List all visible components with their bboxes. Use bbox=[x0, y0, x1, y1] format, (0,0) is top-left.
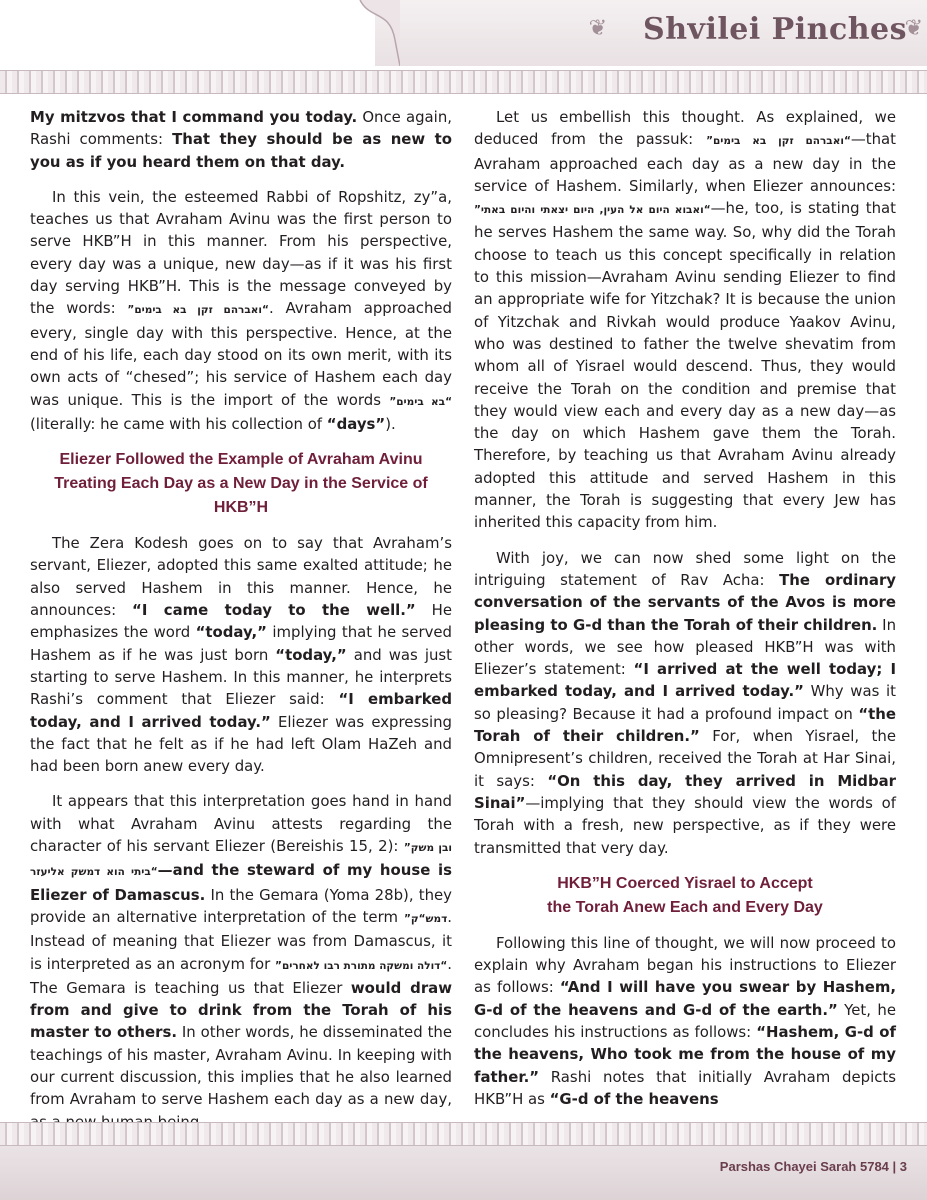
bold-text: “I came today to the well.” bbox=[132, 601, 416, 620]
text: For, when Yisrael, the Omnipresent’s children, received the Torah at Har Sinai, it says: bbox=[474, 727, 896, 790]
hebrew-quote: ”ואבוא היום אל העין, היום יצאתי והיום באתי“ bbox=[474, 204, 711, 217]
bold-text: “today,” bbox=[195, 623, 267, 642]
text: In the Gemara (Yoma 28b), they provide an alternative interpretation of the term bbox=[30, 885, 452, 926]
hebrew-quote: ”דמש“ק bbox=[403, 912, 448, 925]
bold-text: My mitzvos that I command you today. bbox=[30, 108, 358, 126]
page-header bbox=[0, 0, 927, 66]
left-column bbox=[30, 106, 452, 1146]
section-heading bbox=[474, 872, 896, 920]
hebrew-quote: ”ואברהם זקן בא בימים“ bbox=[127, 304, 269, 317]
bold-text: That they should be as new to you as if you heard them on that day. bbox=[30, 130, 452, 171]
bold-text: would draw from and give to drink from the Torah of his master to others. bbox=[30, 978, 452, 1042]
bold-text: “On this day, they arrived in Midbar Sinai” bbox=[474, 771, 896, 812]
paragraph bbox=[474, 932, 896, 1110]
text: (literally: he came with his collection of bbox=[30, 414, 327, 433]
heading-line: HKB”H Coerced Yisrael to Accept bbox=[557, 874, 813, 892]
paragraph bbox=[30, 186, 452, 435]
text: implying that he served Hashem as if he was just born bbox=[30, 623, 452, 664]
hebrew-quote: ”בא בימים“ bbox=[389, 395, 452, 408]
right-column bbox=[474, 106, 896, 1123]
text: Following this line of thought, we will now proceed to explain why Avraham began his instructions to Eliezer as follows: bbox=[474, 933, 896, 997]
paragraph bbox=[474, 547, 896, 859]
bold-text: “And I will have you swear by Hashem, G-d of the heavens and G-d of the earth.” bbox=[474, 978, 897, 1019]
heading-line: the Torah Anew Each and Every Day bbox=[547, 898, 823, 916]
text: In other words, he disseminated the teachings of his master, Avraham Avinu. In keeping with our current discussion, this implies that he also learned from Avraham to serve Hashem each day as a new day, bbox=[30, 1023, 453, 1109]
bold-text: The ordinary conversation of the servants of the Avos is more pleasing to G-d than the Torah of their children. bbox=[474, 570, 897, 634]
bold-text: “Hashem, G-d of the heavens, Who took me from the house of my father.” bbox=[474, 1022, 896, 1086]
text: Rashi notes that initially Avraham depicts HKB”H as bbox=[474, 1067, 896, 1108]
heading-line: Eliezer Followed the Example of Avraham Avinu bbox=[59, 451, 423, 469]
text: Once again, Rashi comments: bbox=[30, 108, 452, 149]
text: Let us embellish this thought. As explained, we deduced from the passuk: bbox=[474, 108, 896, 149]
bold-text: “days” bbox=[326, 414, 386, 433]
bold-text: “I arrived at the well today; I embarked today, and I arrived today.” bbox=[474, 660, 896, 701]
hebrew-quote: ”דולה ומשקה מתורת רבו לאחרים“ bbox=[275, 959, 448, 972]
text: Eliezer was expressing the fact that he felt as if he had left Olam HaZeh and had been born anew every day. bbox=[30, 712, 453, 776]
bold-text: “G-d of the heavens bbox=[549, 1089, 719, 1108]
text: In other words, we see how pleased HKB”H was with Eliezer’s statement: bbox=[474, 615, 897, 679]
bold-text: “today,” bbox=[275, 645, 347, 664]
header-curve-decoration bbox=[340, 0, 400, 66]
text: . The Gemara is teaching us that Eliezer bbox=[30, 954, 452, 997]
bold-text: “I embarked today, and I arrived today.” bbox=[30, 690, 452, 731]
text: Yet, he concludes his instructions as follows: bbox=[474, 1000, 896, 1041]
masthead-ornament-right: ❦ bbox=[904, 16, 923, 41]
text: —that Avraham approached each day as a new day in the service of Hashem. Similarly, when Eliezer announces: bbox=[474, 130, 896, 195]
hebrew-quote: ”ואברהם זקן בא בימים“ bbox=[706, 135, 851, 148]
text: and was just starting to serve Hashem. In this manner, he interprets Rashi’s comment that Eliezer said: bbox=[30, 645, 452, 709]
text: The Zera Kodesh goes on to say that Avraham’s servant, Eliezer, adopted this same exalted attitude; he also served Hashem in this manner. Hence, he announces: bbox=[30, 534, 452, 620]
section-heading bbox=[30, 448, 452, 520]
text: —implying that they should view the words of Torah with a fresh, new perspective, as if they were transmitted that very day. bbox=[474, 793, 896, 857]
top-decorative-border bbox=[0, 70, 927, 94]
text: With joy, we can now shed some light on the intriguing statement of Rav Acha: bbox=[474, 548, 896, 589]
bold-text: —and the steward of my house is Eliezer of Damascus. bbox=[30, 861, 452, 904]
paragraph bbox=[30, 106, 452, 173]
paragraph bbox=[474, 106, 896, 534]
text: ). bbox=[385, 414, 396, 433]
masthead-ornament-left: ❦ bbox=[588, 16, 607, 41]
heading-line: Treating Each Day as a New Day in the Service of HKB”H bbox=[54, 475, 428, 517]
hebrew-quote: ”ובן משק ביתי הוא דמשק אליעזר“ bbox=[30, 842, 453, 879]
masthead-title: Shvilei Pinches bbox=[643, 12, 907, 47]
text: . Instead of meaning that Eliezer was from Damascus, it is interpreted as an acronym for bbox=[30, 907, 452, 973]
bottom-decorative-border bbox=[0, 1122, 927, 1146]
text: He emphasizes the word bbox=[30, 601, 453, 642]
text: In this vein, the esteemed Rabbi of Ropshitz, zy”a, teaches us that Avraham Avinu was the first person to serve HKB”H in this manner. From his perspective, every day was a unique, new day—as if it was his first day serving HKB”H. This is the message conveyed by the words: bbox=[30, 187, 452, 318]
footer-page-label: Parshas Chayei Sarah 5784 | 3 bbox=[719, 1159, 907, 1174]
text: . Avraham approached every, single day with this perspective. Hence, at the end of his life, each day stood on its own merit, with its own acts of “chesed”; his service of Hashem each day was unique. This is the import of the words bbox=[30, 299, 453, 409]
text: It appears that this interpretation goes hand in hand with what Avraham Avinu attests regarding the character of his servant Eliezer (Bereishis 15, 2): bbox=[30, 792, 452, 856]
text: Why was it so pleasing? Because it had a profound impact on bbox=[474, 682, 896, 723]
paragraph bbox=[30, 790, 452, 1132]
text: —he, too, is stating that he serves Hashem the same way. So, why did the Torah choose to teach us this concept specifically in relation to this mission—Avraham Avinu sending Eliezer to find an appropriate wife for Yitzchak? It is because the union of Yitzchak and Rivkah would produce Yaakov Avinu, who was destined to father the twelve shevatim from whom all of Yisrael would descend. Thus, they would receive the Torah on the condition and premise that they would view each and every day as a new day—as the day on which Hashem gave them the Torah. Therefore, by teaching us that Avraham Avinu already adopted this attitude and served Hashem in this manner, the Torah is suggesting that every Jew has inherited this capacity from him. bbox=[474, 199, 897, 532]
bold-text: “the Torah of their children.” bbox=[474, 704, 896, 746]
paragraph bbox=[30, 532, 452, 777]
